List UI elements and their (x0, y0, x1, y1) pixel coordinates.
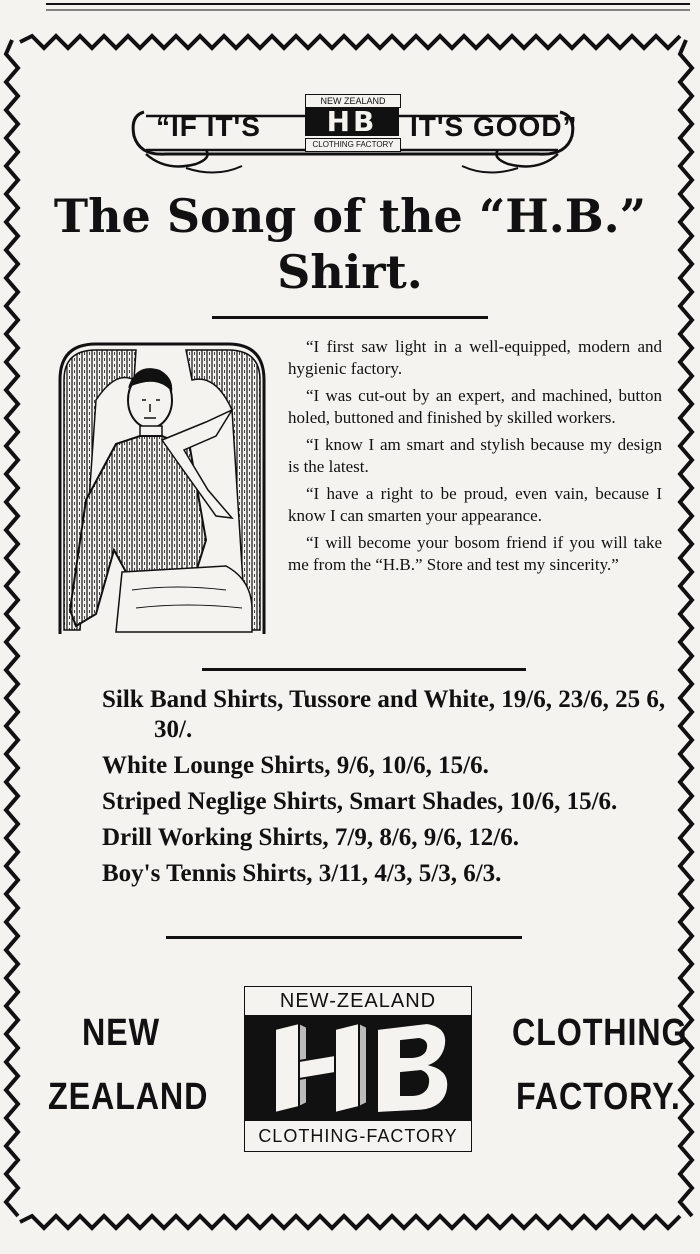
price-item: Drill Working Shirts, 7/9, 8/6, 9/6, 12/6. (102, 824, 519, 851)
headline-divider (212, 316, 488, 319)
border-bottom (20, 1216, 680, 1228)
footer-new: NEW (82, 1012, 160, 1054)
copy-paragraph: “I will become your bosom friend if you will take me from the “H.B.” Store and test my sincerity.” (288, 533, 662, 574)
hb-monogram-icon (245, 1015, 471, 1119)
footer-factory: FACTORY. (516, 1076, 681, 1118)
logo-bottom-text: CLOTHING-FACTORY (245, 1119, 471, 1151)
hb-badge-top: NEW ZEALAND (305, 94, 401, 108)
copy-paragraph: “I first saw light in a well-equipped, modern and hygienic factory. (288, 337, 662, 378)
hb-badge-letters: HB (326, 105, 378, 138)
hb-badge (305, 94, 399, 150)
slogan-banner (126, 92, 578, 182)
prices-divider (166, 936, 522, 939)
footer-clothing: CLOTHING (512, 1012, 688, 1054)
testimonial-copy (288, 336, 662, 581)
price-list (102, 685, 700, 895)
hb-badge-bottom: CLOTHING FACTORY (305, 138, 401, 152)
copy-paragraph: “I have a right to be proud, even vain, because I know I can smarten your appearance. (288, 484, 662, 525)
hb-logo (244, 986, 472, 1152)
footer-zealand: ZEALAND (48, 1076, 209, 1118)
banner-left-text: “IF IT'S (156, 111, 261, 142)
copy-divider (202, 668, 526, 671)
price-item: White Lounge Shirts, 9/6, 10/6, 15/6. (102, 752, 489, 779)
price-item: Striped Neglige Shirts, Smart Shades, 10/6, 15/6. (102, 788, 618, 815)
logo-top-text: NEW-ZEALAND (279, 990, 437, 1012)
headline-line-1: The Song of the “H.B.” (53, 189, 647, 243)
headline-line-2: Shirt. (277, 245, 423, 299)
price-item: Boy's Tennis Shirts, 3/11, 4/3, 5/3, 6/3. (102, 860, 502, 887)
shirt-illustration (56, 340, 268, 636)
copy-paragraph: “I know I am smart and stylish because my design is the latest. (288, 435, 662, 476)
banner-right-text: IT'S GOOD” (410, 111, 578, 142)
copy-paragraph: “I was cut-out by an expert, and machined, button holed, buttoned and finished by skilled workers. (288, 386, 662, 427)
headline (0, 188, 700, 300)
price-item: Silk Band Shirts, Tussore and White, 19/6, 23/6, 25 6, 30/. (102, 686, 666, 743)
border-top (20, 36, 680, 48)
